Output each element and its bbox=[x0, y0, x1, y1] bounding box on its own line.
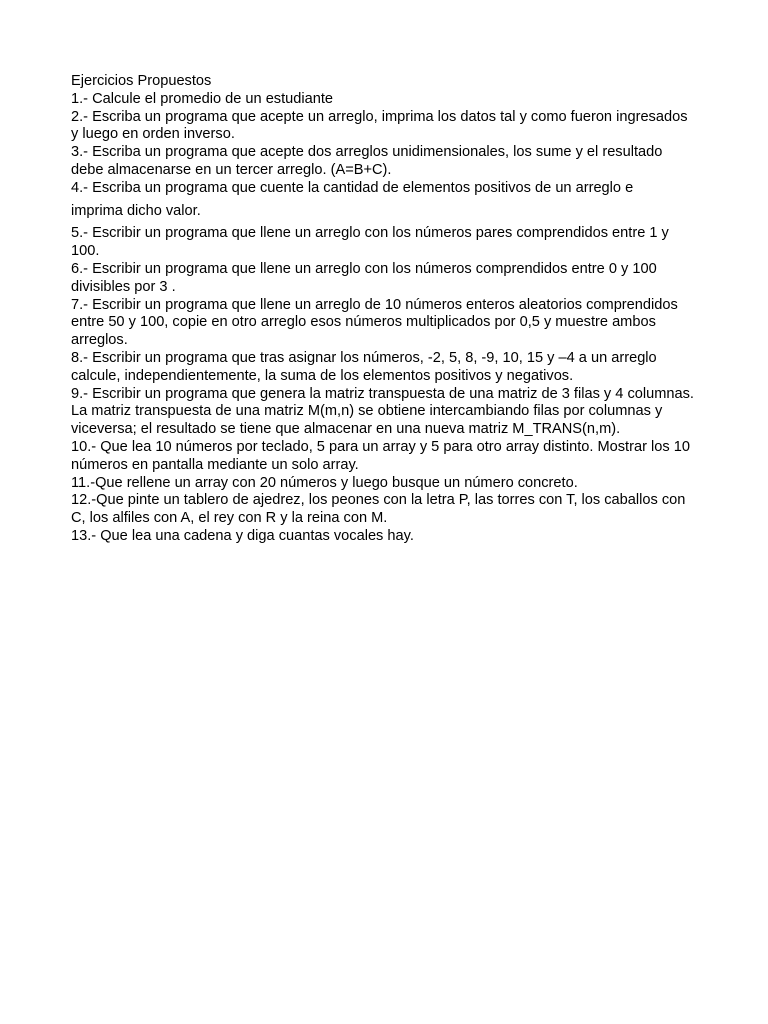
exercise-4: 4.- Escriba un programa que cuente la cantidad de elementos positivos de un arreglo e bbox=[71, 179, 634, 196]
exercise-12: 12.-Que pinte un tablero de ajedrez, los peones con la letra P, las torres con T, los caballos con C, los alfiles con A, el rey con R y la reina con M. bbox=[71, 492, 686, 527]
exercise-5: 5.- Escribir un programa que llene un arreglo con los números pares comprendidos entre 1 y 100. bbox=[71, 225, 669, 260]
exercise-1: 1.- Calcule el promedio de un estudiante bbox=[71, 90, 334, 107]
exercise-4-continuation: imprima dicho valor. bbox=[71, 202, 201, 219]
exercise-3: 3.- Escriba un programa que acepte dos arreglos unidimensionales, los sume y el resultado debe almacenarse en un tercer arreglo. (A=B+C). bbox=[71, 144, 663, 178]
document-page bbox=[71, 73, 696, 546]
exercise-6: 6.- Escribir un programa que llene un arreglo con los números comprendidos entre 0 y 100 divisibles por 3 . bbox=[71, 260, 657, 295]
exercise-13: 13.- Que lea una cadena y diga cuantas vocales hay. bbox=[71, 527, 414, 544]
exercise-7: 7.- Escribir un programa que llene un arreglo de 10 números enteros aleatorios comprendidos entre 50 y 100, copie en otro arreglo esos números multiplicados por 0,5 y muestre ambos arreglos. bbox=[71, 296, 678, 349]
exercise-9: 9.- Escribir un programa que genera la matriz transpuesta de una matriz de 3 filas y 4 columnas. La matriz transpuesta de una matriz M(m,n) se obtiene intercambiando filas por columnas y viceversa; el resultado se tiene que almacenar en una nueva matriz M_TRANS(n,m). bbox=[71, 385, 694, 438]
document-title: Ejercicios Propuestos bbox=[71, 73, 212, 89]
exercise-11: 11.-Que rellene un array con 20 números y luego busque un número concreto. bbox=[71, 474, 578, 491]
exercise-10: 10.- Que lea 10 números por teclado, 5 para un array y 5 para otro array distinto. Mostrar los 10 números en pantalla mediante un solo array. bbox=[71, 438, 690, 473]
exercise-2: 2.- Escriba un programa que acepte un arreglo, imprima los datos tal y como fueron ingresados y luego en orden inverso. bbox=[71, 108, 688, 143]
exercise-8: 8.- Escribir un programa que tras asignar los números, -2, 5, 8, -9, 10, 15 y –4 a un arreglo calcule, independientemente, la suma de los elementos positivos y negativos. bbox=[71, 349, 657, 384]
